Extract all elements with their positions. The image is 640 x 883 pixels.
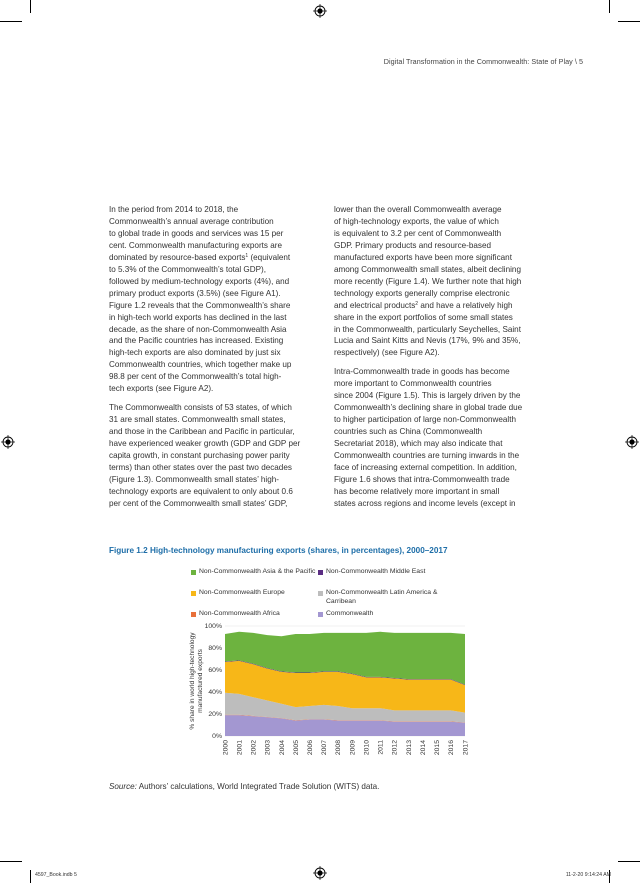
left-column [109,204,323,517]
x-tick-label: 2013 [405,740,413,756]
y-tick-label: 80% [208,645,222,653]
x-tick-label: 2015 [434,740,442,756]
footnote-marker: 2 [415,300,419,307]
x-tick-label: 2004 [278,740,286,756]
x-tick-label: 2010 [363,740,371,756]
crop-mark [30,870,31,883]
legend-label: Non-Commonwealth Asia & the Pacific [199,568,316,575]
y-tick-label: 20% [208,711,222,719]
legend-label: Non-Commonwealth Europe [199,589,285,596]
crop-mark [609,0,610,13]
registration-mark-icon [625,435,639,449]
source-text: Authors’ calculations, World Integrated Trade Solution (WITS) data. [136,782,380,791]
legend-swatch [191,570,196,575]
crop-mark [0,861,22,862]
y-tick-label: 0% [212,733,222,741]
y-tick-label: 40% [208,689,222,697]
x-tick-label: 2006 [307,740,315,756]
legend-label: Non-Commonwealth Middle East [326,568,426,575]
crop-mark [618,861,640,862]
x-tick-label: 2002 [250,740,258,756]
stacked-area-chart [180,616,480,776]
paragraph: The Commonwealth consists of 53 states, of which 31 are small states. Commonwealth small states, and those in the Caribbean and Pacific in particular, have experienced weaker growth (GDP and GDP per capita growth, in constant purchasing power parity terms) than other states over the past two decades (Figure 1.3). Commonwealth small states’ high- technology exports are equivalent to only about 0.6 per cent of the Commonwealth small states’ GDP, [109,403,301,508]
x-tick-label: 2001 [236,740,244,756]
running-header: Digital Transformation in the Commonwealth: State of Play \ 5 [383,57,583,66]
legend-item-latin-america [318,589,468,606]
crop-mark [30,0,31,13]
paragraph: lower than the overall Commonwealth average of high-technology exports, the value of which is equivalent to 3.2 per cent of Commonwealth GDP. Primary products and resource-based manufactured exports have been more significant among Commonwealth small states, albeit declining more recently (Figure 1.4). We further note that high technology exports generally comprise electronic and electrical products$^2$ and have a relatively high share in the export portfolios of some small states in the Commonwealth, particularly Seychelles, Saint Lucia and Saint Kitts and Nevis (17%, 9% and 35%, respectively) (see Figure A2). [334,205,522,358]
footnote-marker: 1 [245,252,249,259]
legend-swatch [191,591,196,596]
paragraph: Intra-Commonwealth trade in goods has become more important to Commonwealth countries since 2004 (Figure 1.5). This is largely driven by the Commonwealth’s declining share in global trade due to higher participation of large non-Commonwealth countries such as China (Commonwealth Secretariat 2018), which may also indicate that Commonwealth countries are turning inwards in the face of increasing external competition. In addition, Figure 1.6 shows that intra-Commonwealth trade has become relatively more important in small states across regions and income levels (except in [334,367,523,508]
legend-label: Non-Commonwealth Africa [199,610,280,617]
legend-item-middle-east [318,568,478,577]
legend-swatch [318,591,323,596]
legend-item-asia-pacific [191,568,316,577]
x-tick-label: 2011 [377,740,385,755]
x-tick-label: 2000 [222,740,230,756]
paragraph: In the period from 2014 to 2018, the Commonwealth’s annual average contribution to global trade in goods and services was 15 per cent. Commonwealth manufacturing exports are dominated by resource-based exports$^1$ (equivalent to 5.3% of the Commonwealth’s total GDP), followed by medium-technology exports (4%), and primary product exports (3.5%) (see Figure A1). Figure 1.2 reveals that the Commonwealth’s share in high-tech world exports has declined in the last decade, as the share of non-Commonwealth Asia and the Pacific countries has increased. Existing high-tech exports are also dominated by just six Commonwealth countries, which together make up 98.8 per cent of the Commonwealth’s total high- tech exports (see Figure A2). [109,205,292,394]
legend-item-europe [191,589,316,598]
y-tick-label: 100% [204,623,222,631]
x-tick-label: 2016 [448,740,456,756]
x-tick-label: 2003 [264,740,272,756]
footer-slug-right: 11-2-20 9:14:24 AM [565,872,611,878]
figure-title: Figure 1.2 High-technology manufacturing exports (shares, in percentages), 2000–2017 [109,546,448,555]
right-column [334,204,548,517]
x-tick-label: 2017 [462,740,470,756]
legend-label: Commonwealth [326,610,374,617]
footer-slug-left: 4597_Book.indb 5 [35,872,77,878]
registration-mark-icon [313,866,327,880]
figure-source [109,782,379,791]
registration-mark-icon [1,435,15,449]
x-tick-label: 2005 [292,740,300,756]
x-tick-label: 2007 [321,740,329,756]
crop-mark [618,21,640,22]
y-tick-label: 60% [208,667,222,675]
crop-mark [0,21,22,22]
x-tick-label: 2014 [419,740,427,756]
source-label: Source: [109,782,137,791]
x-tick-label: 2012 [391,740,399,756]
y-axis-label: % share in world high-technologymanufactured exports [189,632,204,730]
x-tick-label: 2009 [349,740,357,756]
x-tick-label: 2008 [335,740,343,756]
legend-label: Non-Commonwealth Latin America & Carribean [326,589,438,605]
registration-mark-icon [313,4,327,18]
legend-swatch [318,570,323,575]
